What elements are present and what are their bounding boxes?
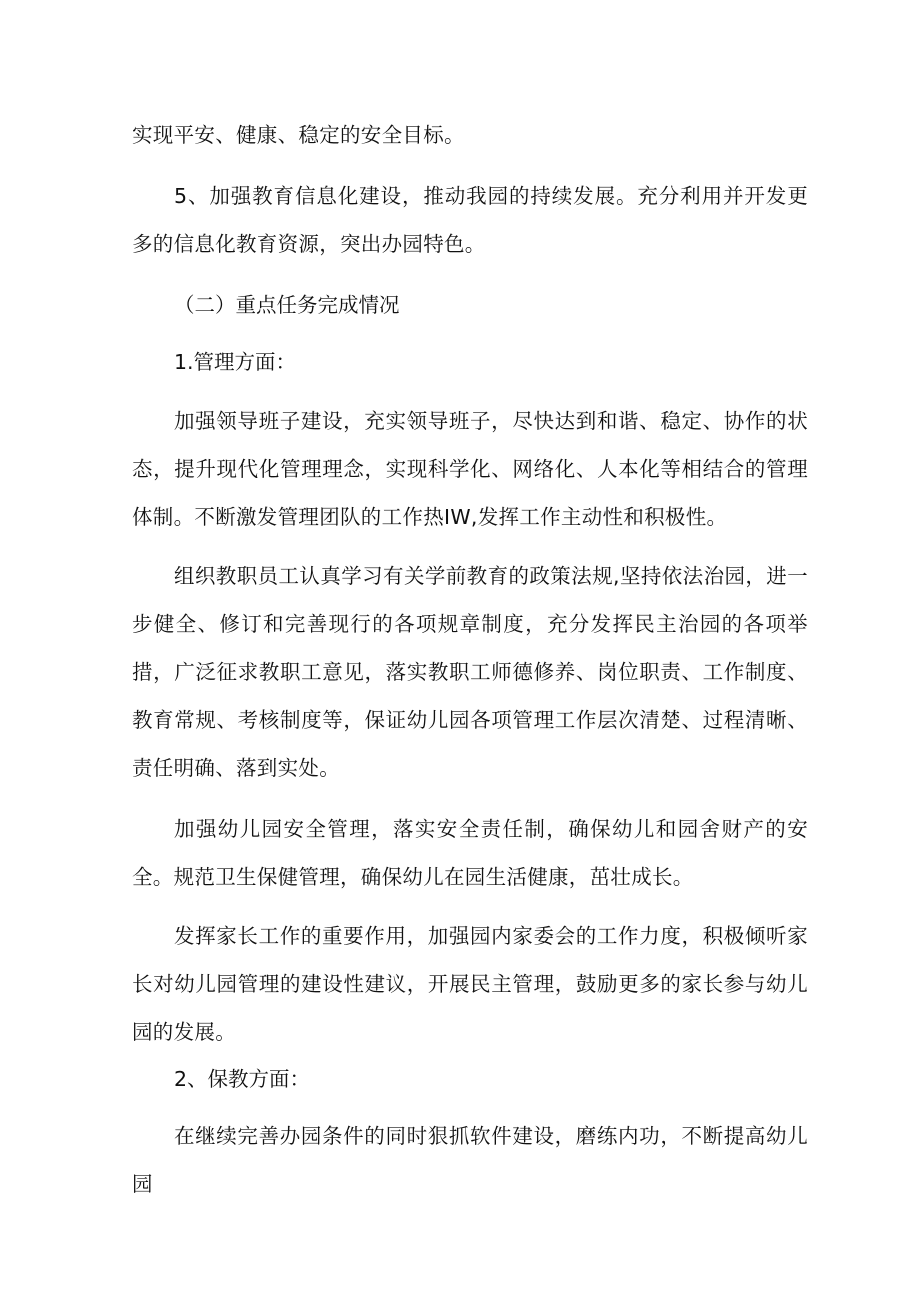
paragraph-safety-goal: 实现平安、健康、稳定的安全目标。 — [132, 123, 465, 147]
paragraph-software-building: 在继续完善办园条件的同时狠抓软件建设，磨练内功，不断提高幼儿园 — [132, 1124, 808, 1196]
subheading-management: 1.管理方面： — [174, 350, 297, 374]
paragraph-safety-management: 加强幼儿园安全管理，落实安全责任制，确保幼儿和园舍财产的安全。规范卫生保健管理，确保幼儿在园生活健康，茁壮成长。 — [132, 817, 808, 889]
paragraph-informatization: 5、加强教育信息化建设，推动我园的持续发展。充分利用并开发更多的信息化教育资源，突出办园特色。 — [132, 184, 808, 256]
section-heading-key-tasks: （二）重点任务完成情况 — [174, 293, 400, 317]
subheading-teaching: 2、保教方面： — [174, 1067, 311, 1091]
paragraph-parents: 发挥家长工作的重要作用，加强园内家委会的工作力度，积极倾听家长对幼儿园管理的建设性建议，开展民主管理，鼓励更多的家长参与幼儿园的发展。 — [132, 924, 808, 1044]
paragraph-regulations: 组织教职员工认真学习有关学前教育的政策法规,坚持依法治园，进一步健全、修订和完善现行的各项规章制度，充分发挥民主治园的各项举措，广泛征求教职工意见，落实教职工师德修养、岗位职责、工作制度、教育常规、考核制度等，保证幼儿园各项管理工作层次清楚、过程清晰、责任明确、落到实处。 — [132, 564, 808, 780]
paragraph-leadership: 加强领导班子建设，充实领导班子，尽快达到和谐、稳定、协作的状态，提升现代化管理理念，实现科学化、网络化、人本化等相结合的管理体制。不断激发管理团队的工作热IW,发挥工作主动性和积极性。 — [132, 409, 808, 529]
